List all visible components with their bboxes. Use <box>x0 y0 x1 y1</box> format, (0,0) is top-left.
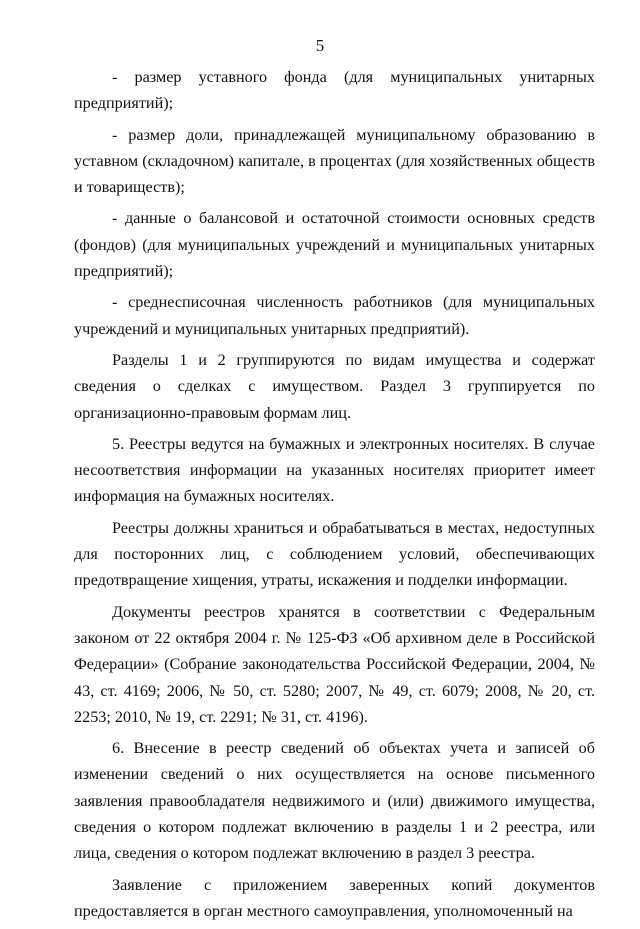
paragraph-item-5-registers: 5. Реестры ведутся на бумажных и электронных носителях. В случае несоответствия информации на указанных носителях приоритет имеет информация на бумажных носителях. <box>74 434 595 506</box>
paragraph-application: Заявление с приложением заверенных копий документов предоставляется в орган местного самоуправления, уполномоченный на <box>74 875 595 920</box>
paragraph-item-6-entries: 6. Внесение в реестр сведений об объектах учета и записей об изменении сведений о них осуществляется на основе письменного заявления правообладателя недвижимого и (или) движимого имущества, сведения о котором подлежат включению в разделы 1 и 2 реестра, или лица, сведения о котором подлежат включению в раздел 3 реестра. <box>74 739 595 863</box>
list-item-charter-fund: - размер уставного фонда (для муниципальных унитарных предприятий); <box>74 68 595 113</box>
list-item-asset-value: - данные о балансовой и остаточной стоимости основных средств (фондов) (для муниципальных учреждений и муниципальных унитарных предприятий); <box>74 209 595 281</box>
page-number: 5 <box>315 36 325 55</box>
paragraph-storage: Реестры должны храниться и обрабатываться в местах, недоступных для посторонних лиц, с соблюдением условий, обеспечивающих предотвращение хищения, утраты, искажения и подделки информации. <box>74 518 595 590</box>
document-body <box>74 64 595 929</box>
list-item-share-size: - размер доли, принадлежащей муниципальному образованию в уставном (складочном) капитале, в процентах (для хозяйственных обществ и товариществ); <box>74 125 595 197</box>
paragraph-sections-grouping: Разделы 1 и 2 группируются по видам имущества и содержат сведения о сделках с имуществом. Раздел 3 группируется по организационно-правовым формам лиц. <box>74 350 595 422</box>
paragraph-archive-law: Документы реестров хранятся в соответствии с Федеральным законом от 22 октября 2004 г. № 125-ФЗ «Об архивном деле в Российской Федерации» (Собрание законодательства Российской Федерации, 2004, № 43, ст. 4169; 2006, № 50, ст. 5280; 2007, № 49, ст. 6079; 2008, № 20, ст. 2253; 2010, № 19, ст. 2291; № 31, ст. 4196). <box>74 602 595 726</box>
list-item-headcount: - среднесписочная численность работников (для муниципальных учреждений и муниципальных унитарных предприятий). <box>74 293 595 338</box>
